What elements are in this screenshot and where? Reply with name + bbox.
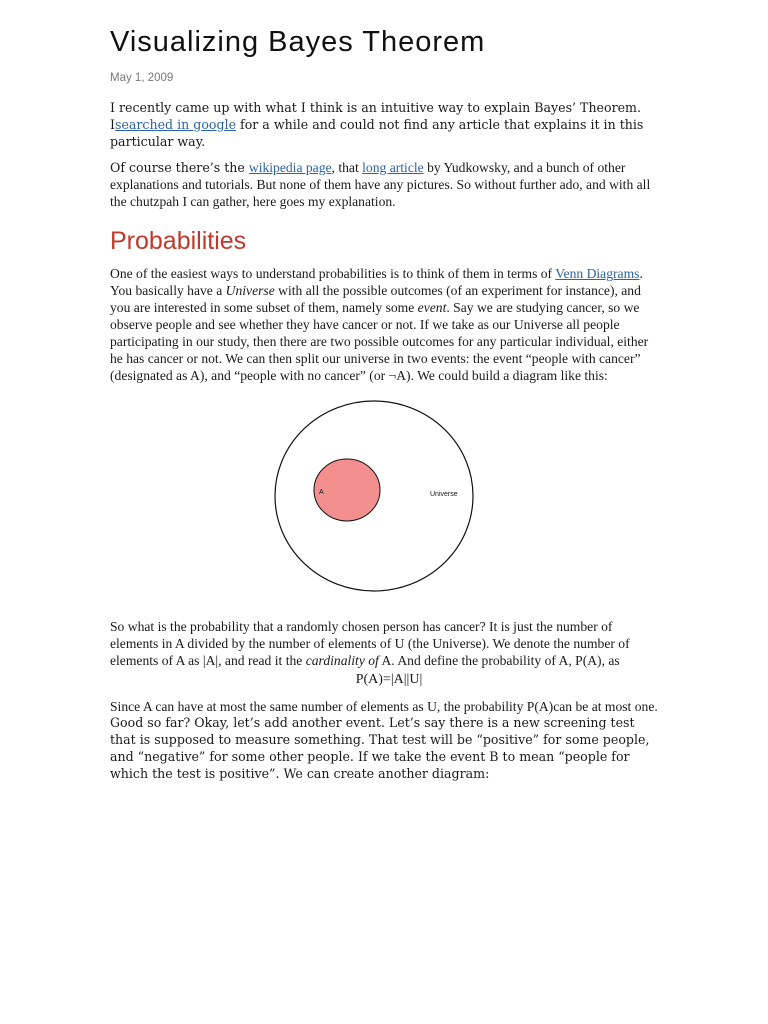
section-heading-probabilities: Probabilities [110,227,247,256]
intro-text: for a while and could not find any article that explains it in this particular way. [110,116,644,149]
body-text: with all the possible outcomes (of an experiment for instance), and you are interested in some subset of them, namely some [110,283,641,316]
venn-diagrams-link[interactable]: Venn Diagrams [555,266,640,282]
intro-text: Of course there’s the [110,159,249,175]
screening-test-paragraph: Good so far? Okay, let’s add another event. Let’s say there is a new screening test that is supposed to measure something. That test will be “positive” for some people, and “negative” for some other people. If we take the event B to mean “people for which the test is positive”. We can create another diagram: [110,715,650,782]
body-text: . Say we are studying cancer, so we observe people and see whether they have cancer or not. If we take as our Universe all people participating in our study, then there are two possible outcomes for any particular individual, either he has cancer or not. We can then split our universe in two events: the event “people with cancer” (designated as A), and “people with no cancer” (or ¬A). We could build a diagram like this: [110,300,649,383]
article-title: Visualizing Bayes Theorem [110,26,486,58]
wikipedia-page-link[interactable]: wikipedia page [248,159,332,175]
intro-paragraph-2 [110,160,658,211]
probability-paragraph [110,619,658,670]
body-text: So what is the probability that a randomly chosen person has cancer? It is just the number of elements in A divided by the number of elements of U (the Universe). We denote the number of elements of A as |A|, and read it the [110,618,630,668]
intro-paragraph-1 [110,100,658,151]
body-text: . You basically have a [110,266,643,299]
body-text: One of the easiest ways to understand probabilities is to think of them in terms of [110,266,556,282]
body-text: A. And define the probability of A, P(A), as [378,652,620,668]
intro-text: I recently came up with what I think is an intuitive way to explain Bayes’ Theorem. I [110,100,642,132]
venn-diagram-figure [110,399,658,599]
post-date: May 1, 2009 [110,72,174,84]
emphasis-universe: Universe [225,283,275,299]
event-a-circle [314,459,380,521]
venn-diagram [110,399,658,599]
label-universe: Universe [430,490,458,498]
searched-in-google-link[interactable]: searched in google [114,116,237,132]
probability-formula: P(A)=|A||U| [355,671,423,687]
intro-text: , that [331,159,363,175]
bound-paragraph: Since A can have at most the same number of elements as U, the probability P(A)can be at most one. [110,698,658,714]
label-a: A [319,488,324,496]
article [110,22,658,783]
intro-text: by Yudkowsky, and a bunch of other explanations and tutorials. But none of them have any pictures. So without further ado, and with all the chutzpah I can gather, here goes my explanation. [110,159,651,209]
emphasis-event: event [417,300,447,316]
long-article-link[interactable]: long article [362,159,424,175]
emphasis-cardinality: cardinality of [305,652,379,668]
probabilities-paragraph [110,266,658,384]
